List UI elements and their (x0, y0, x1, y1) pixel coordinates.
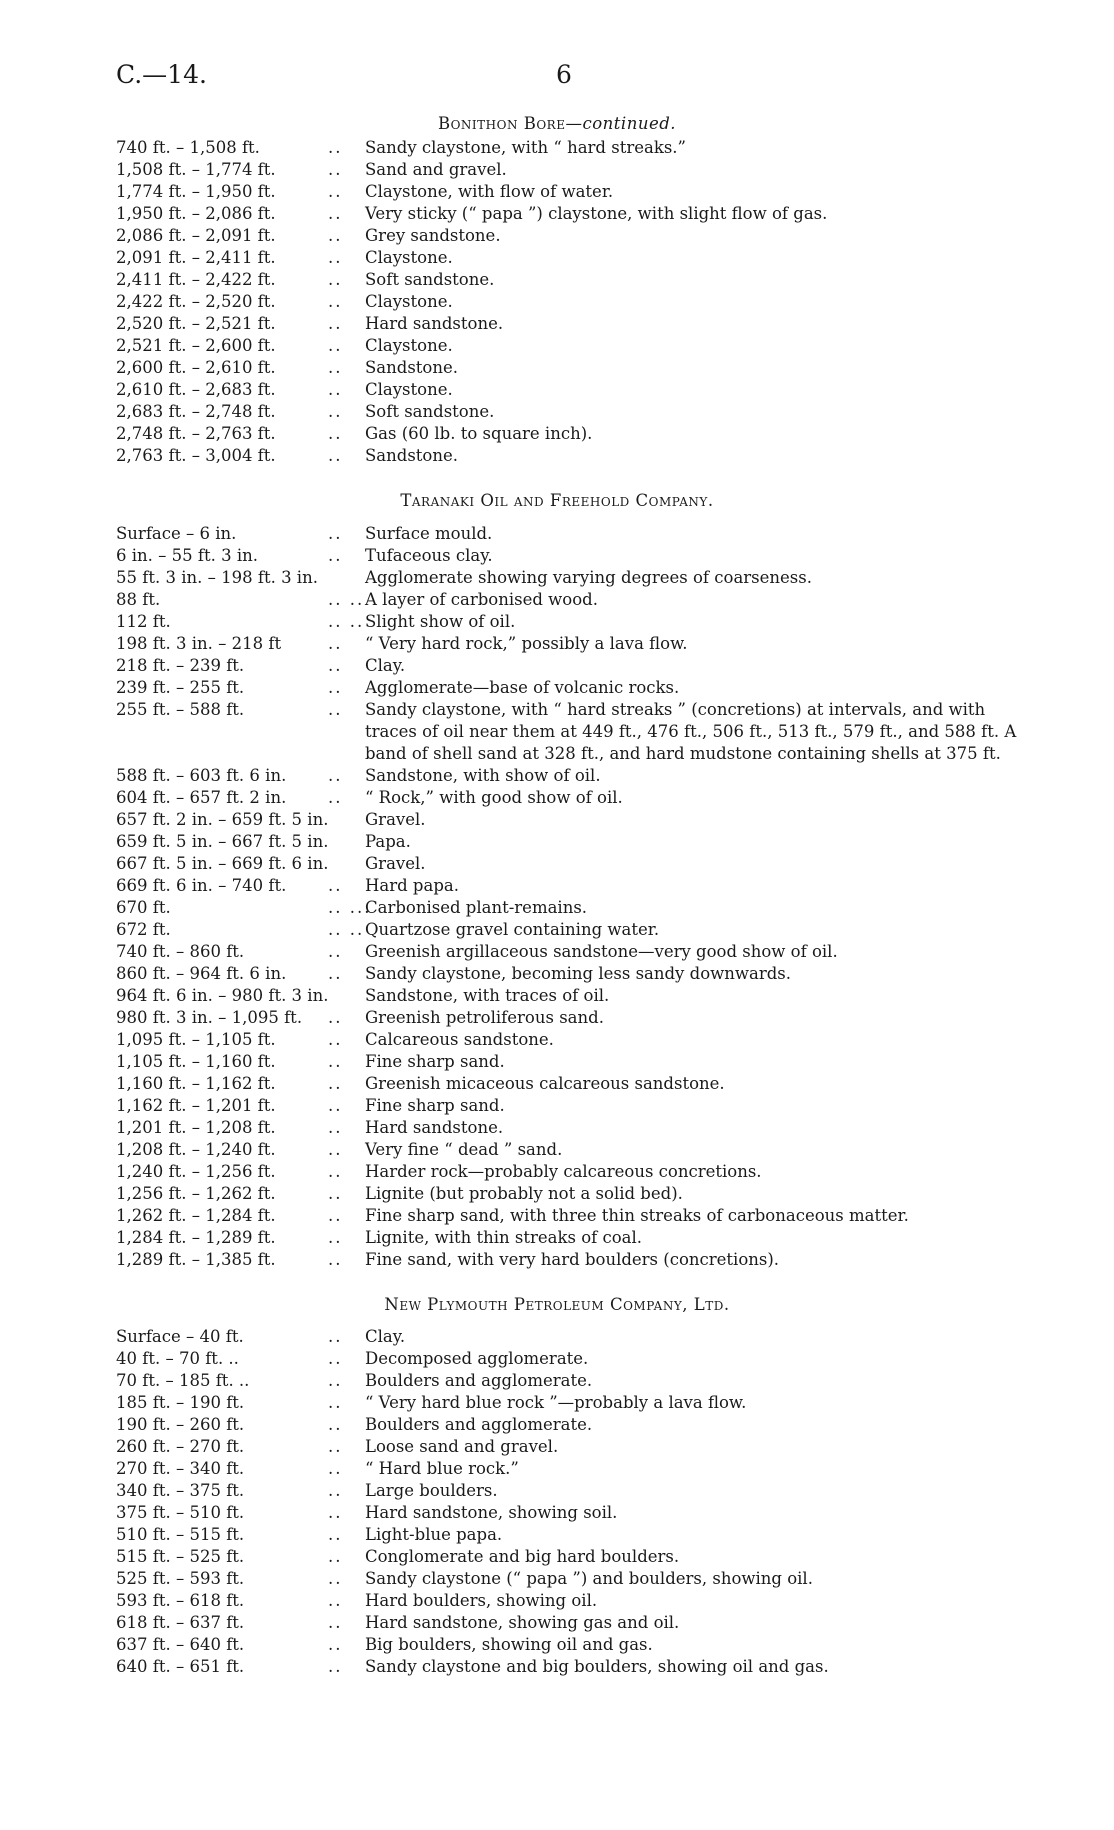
leader-dots: .. (328, 1184, 343, 1203)
table-row (0, 181, 1114, 203)
table-row (0, 1139, 1114, 1161)
table-row (0, 853, 1114, 875)
leader-dots: .. (328, 1349, 343, 1368)
leader-dots: .. (328, 1052, 343, 1071)
depth-range: 2,411 ft. – 2,422 ft. (116, 270, 276, 289)
leader-dots: .. (328, 1162, 343, 1181)
stratum-description: Greenish micaceous calcareous sandstone. (365, 1074, 725, 1093)
depth-range: 40 ft. – 70 ft. .. (116, 1349, 239, 1368)
table-row (0, 655, 1114, 677)
table-row (0, 1073, 1114, 1095)
leader-dots: .. ... (328, 898, 372, 917)
leader-dots: .. (328, 292, 343, 311)
stratum-description: Very sticky (“ papa ”) claystone, with slight flow of gas. (365, 204, 828, 223)
leader-dots: .. (328, 358, 343, 377)
leader-dots: .. (328, 160, 343, 179)
leader-dots: .. (328, 546, 343, 565)
stratum-description: Fine sand, with very hard boulders (concretions). (365, 1250, 780, 1269)
depth-range: 6 in. – 55 ft. 3 in. (116, 546, 258, 565)
stratum-description: Hard papa. (365, 876, 459, 895)
table-row (0, 159, 1114, 181)
depth-range: 185 ft. – 190 ft. (116, 1393, 245, 1412)
stratum-description: Hard sandstone, showing gas and oil. (365, 1613, 680, 1632)
stratum-description: Greenish argillaceous sandstone—very good show of oil. (365, 942, 838, 961)
depth-range: 2,086 ft. – 2,091 ft. (116, 226, 276, 245)
depth-range: 604 ft. – 657 ft. 2 in. (116, 788, 287, 807)
leader-dots: .. (328, 1008, 343, 1027)
stratum-description: Quartzose gravel containing water. (365, 920, 660, 939)
leader-dots: .. (328, 1459, 343, 1478)
stratum-description: “ Very hard rock,” possibly a lava flow. (365, 634, 688, 653)
stratum-description: Decomposed agglomerate. (365, 1349, 589, 1368)
leader-dots: .. (328, 1657, 343, 1676)
strata-table (0, 523, 1114, 1271)
table-row (0, 401, 1114, 423)
stratum-description: Fine sharp sand, with three thin streaks of carbonaceous matter. (365, 1206, 909, 1225)
table-row (0, 589, 1114, 611)
leader-dots: .. (328, 380, 343, 399)
table-row (0, 1436, 1114, 1458)
leader-dots: .. (328, 1613, 343, 1632)
stratum-description: Sandy claystone (“ papa ”) and boulders, showing oil. (365, 1569, 813, 1588)
depth-range: 2,521 ft. – 2,600 ft. (116, 336, 276, 355)
depth-range: 659 ft. 5 in. – 667 ft. 5 in. (116, 832, 329, 851)
table-row (0, 1183, 1114, 1205)
depth-range: 1,284 ft. – 1,289 ft. (116, 1228, 276, 1247)
table-row (0, 1370, 1114, 1392)
stratum-description: “ Rock,” with good show of oil. (365, 788, 623, 807)
section-title-text: Taranaki Oil and Freehold Company. (400, 491, 714, 510)
table-row (0, 1348, 1114, 1370)
depth-range: 2,610 ft. – 2,683 ft. (116, 380, 276, 399)
leader-dots: .. (328, 314, 343, 333)
depth-range: 1,201 ft. – 1,208 ft. (116, 1118, 276, 1137)
stratum-description: Claystone. (365, 336, 453, 355)
table-row (0, 335, 1114, 357)
stratum-description: Clay. (365, 1327, 406, 1346)
table-row (0, 203, 1114, 225)
table-row (0, 1634, 1114, 1656)
table-row (0, 423, 1114, 445)
stratum-description: Grey sandstone. (365, 226, 501, 245)
strata-table (0, 1326, 1114, 1678)
stratum-description: Sand and gravel. (365, 160, 507, 179)
table-row (0, 1205, 1114, 1227)
stratum-description: Claystone. (365, 248, 453, 267)
section-title (0, 114, 1114, 133)
leader-dots: .. (328, 226, 343, 245)
table-row (0, 567, 1114, 589)
leader-dots: .. (328, 424, 343, 443)
stratum-description: Sandy claystone and big boulders, showing oil and gas. (365, 1657, 829, 1676)
depth-range: 112 ft. (116, 612, 171, 631)
leader-dots: .. (328, 182, 343, 201)
stratum-description: Gravel. (365, 810, 426, 829)
page-number: 6 (556, 60, 572, 89)
stratum-description: Gravel. (365, 854, 426, 873)
stratum-description: Slight show of oil. (365, 612, 516, 631)
leader-dots: .. .. (328, 590, 365, 609)
table-row (0, 1029, 1114, 1051)
table-row (0, 1051, 1114, 1073)
stratum-description: Sandstone, with traces of oil. (365, 986, 610, 1005)
depth-range: 2,763 ft. – 3,004 ft. (116, 446, 276, 465)
depth-range: 740 ft. – 1,508 ft. (116, 138, 260, 157)
table-row (0, 611, 1114, 633)
depth-range: 637 ft. – 640 ft. (116, 1635, 245, 1654)
table-row (0, 313, 1114, 335)
stratum-description: “ Very hard blue rock ”—probably a lava flow. (365, 1393, 747, 1412)
stratum-description: Agglomerate—base of volcanic rocks. (365, 678, 680, 697)
table-row (0, 137, 1114, 159)
depth-range: 980 ft. 3 in. – 1,095 ft. (116, 1008, 303, 1027)
leader-dots: .. (328, 1327, 343, 1346)
table-row (0, 225, 1114, 247)
leader-dots: .. (328, 402, 343, 421)
table-row (0, 1546, 1114, 1568)
table-row (0, 633, 1114, 655)
depth-range: 1,256 ft. – 1,262 ft. (116, 1184, 276, 1203)
stratum-description: Light-blue papa. (365, 1525, 503, 1544)
stratum-description: Conglomerate and big hard boulders. (365, 1547, 680, 1566)
stratum-description: Very fine “ dead ” sand. (365, 1140, 563, 1159)
stratum-description: Hard sandstone, showing soil. (365, 1503, 618, 1522)
table-row (0, 1117, 1114, 1139)
depth-range: 375 ft. – 510 ft. (116, 1503, 245, 1522)
table-row (0, 677, 1114, 699)
table-row (0, 831, 1114, 853)
table-row (0, 809, 1114, 831)
leader-dots: .. (328, 1250, 343, 1269)
leader-dots: .. (328, 1503, 343, 1522)
leader-dots: .. (328, 942, 343, 961)
section-title (0, 491, 1114, 510)
leader-dots: .. (328, 1371, 343, 1390)
table-row (0, 269, 1114, 291)
table-row (0, 941, 1114, 963)
depth-range: 2,748 ft. – 2,763 ft. (116, 424, 276, 443)
depth-range: 70 ft. – 185 ft. .. (116, 1371, 250, 1390)
table-row (0, 291, 1114, 313)
leader-dots: .. (328, 1074, 343, 1093)
leader-dots: .. (328, 1118, 343, 1137)
depth-range: 740 ft. – 860 ft. (116, 942, 245, 961)
leader-dots: .. (328, 1481, 343, 1500)
leader-dots: .. (328, 1525, 343, 1544)
depth-range: 860 ft. – 964 ft. 6 in. (116, 964, 287, 983)
depth-range: 588 ft. – 603 ft. 6 in. (116, 766, 287, 785)
depth-range: 1,105 ft. – 1,160 ft. (116, 1052, 276, 1071)
depth-range: 2,520 ft. – 2,521 ft. (116, 314, 276, 333)
depth-range: 2,600 ft. – 2,610 ft. (116, 358, 276, 377)
leader-dots: .. .. (328, 920, 365, 939)
stratum-description: Claystone. (365, 292, 453, 311)
table-row (0, 787, 1114, 809)
table-row (0, 1568, 1114, 1590)
leader-dots: .. (328, 876, 343, 895)
stratum-description: Fine sharp sand. (365, 1096, 505, 1115)
depth-range: 2,683 ft. – 2,748 ft. (116, 402, 276, 421)
depth-range: 1,095 ft. – 1,105 ft. (116, 1030, 276, 1049)
depth-range: 669 ft. 6 in. – 740 ft. (116, 876, 287, 895)
stratum-description: Soft sandstone. (365, 402, 495, 421)
depth-range: 1,289 ft. – 1,385 ft. (116, 1250, 276, 1269)
stratum-description: Calcareous sandstone. (365, 1030, 554, 1049)
stratum-description: Lignite (but probably not a solid bed). (365, 1184, 683, 1203)
stratum-description: A layer of carbonised wood. (365, 590, 598, 609)
stratum-description: Lignite, with thin streaks of coal. (365, 1228, 643, 1247)
table-row (0, 1480, 1114, 1502)
leader-dots: .. (328, 964, 343, 983)
depth-range: 1,508 ft. – 1,774 ft. (116, 160, 276, 179)
table-row (0, 1656, 1114, 1678)
leader-dots: .. (328, 1635, 343, 1654)
depth-range: 260 ft. – 270 ft. (116, 1437, 245, 1456)
page-header (116, 60, 1016, 100)
stratum-description: Sandy claystone, becoming less sandy downwards. (365, 964, 791, 983)
stratum-description: Loose sand and gravel. (365, 1437, 559, 1456)
stratum-description: Fine sharp sand. (365, 1052, 505, 1071)
table-row (0, 875, 1114, 897)
table-row (0, 699, 1114, 765)
section-title-text: Bonithon Bore (437, 114, 566, 133)
stratum-description: Sandy claystone, with “ hard streaks.” (365, 138, 686, 157)
depth-range: 1,774 ft. – 1,950 ft. (116, 182, 276, 201)
stratum-description: Claystone. (365, 380, 453, 399)
depth-range: 670 ft. (116, 898, 171, 917)
leader-dots: .. (328, 1228, 343, 1247)
stratum-description: “ Hard blue rock.” (365, 1459, 519, 1478)
depth-range: 255 ft. – 588 ft. (116, 700, 245, 719)
leader-dots: .. (328, 1140, 343, 1159)
leader-dots: .. (328, 446, 343, 465)
stratum-description: Tufaceous clay. (365, 546, 493, 565)
leader-dots: .. (328, 336, 343, 355)
leader-dots: .. (328, 1393, 343, 1412)
leader-dots: .. (328, 678, 343, 697)
table-row (0, 1414, 1114, 1436)
depth-range: 618 ft. – 637 ft. (116, 1613, 245, 1632)
table-row (0, 765, 1114, 787)
section-title-text: New Plymouth Petroleum Company, Ltd. (384, 1295, 730, 1314)
depth-range: 593 ft. – 618 ft. (116, 1591, 245, 1610)
stratum-description: Boulders and agglomerate. (365, 1371, 593, 1390)
table-row (0, 445, 1114, 467)
leader-dots: .. (328, 1547, 343, 1566)
table-row (0, 379, 1114, 401)
depth-range: 1,162 ft. – 1,201 ft. (116, 1096, 276, 1115)
depth-range: 667 ft. 5 in. – 669 ft. 6 in. (116, 854, 329, 873)
table-row (0, 1612, 1114, 1634)
leader-dots: .. (328, 1591, 343, 1610)
table-row (0, 1524, 1114, 1546)
table-row (0, 545, 1114, 567)
table-row (0, 897, 1114, 919)
stratum-description: Surface mould. (365, 524, 493, 543)
stratum-description: Soft sandstone. (365, 270, 495, 289)
leader-dots: .. (328, 656, 343, 675)
depth-range: 2,091 ft. – 2,411 ft. (116, 248, 276, 267)
stratum-description: Harder rock—probably calcareous concretions. (365, 1162, 762, 1181)
table-row (0, 1249, 1114, 1271)
stratum-description: Clay. (365, 656, 406, 675)
leader-dots: .. (328, 1096, 343, 1115)
depth-range: 239 ft. – 255 ft. (116, 678, 245, 697)
leader-dots: .. (328, 1030, 343, 1049)
stratum-description: Hard sandstone. (365, 314, 504, 333)
section-title (0, 1295, 1114, 1314)
depth-range: 198 ft. 3 in. – 218 ft (116, 634, 282, 653)
stratum-description: Papa. (365, 832, 411, 851)
depth-range: 640 ft. – 651 ft. (116, 1657, 245, 1676)
table-row (0, 1007, 1114, 1029)
stratum-description: Agglomerate showing varying degrees of coarseness. (365, 568, 812, 587)
leader-dots: .. (328, 204, 343, 223)
table-row (0, 247, 1114, 269)
table-row (0, 1502, 1114, 1524)
table-row (0, 1095, 1114, 1117)
table-row (0, 1326, 1114, 1348)
leader-dots: .. (328, 1569, 343, 1588)
stratum-description: Big boulders, showing oil and gas. (365, 1635, 653, 1654)
depth-range: 340 ft. – 375 ft. (116, 1481, 245, 1500)
strata-table (0, 137, 1114, 467)
leader-dots: .. (328, 1206, 343, 1225)
depth-range: Surface – 40 ft. (116, 1327, 244, 1346)
stratum-description: Hard boulders, showing oil. (365, 1591, 598, 1610)
leader-dots: .. (328, 1437, 343, 1456)
depth-range: 88 ft. (116, 590, 161, 609)
table-row (0, 919, 1114, 941)
leader-dots: .. (328, 138, 343, 157)
depth-range: 1,208 ft. – 1,240 ft. (116, 1140, 276, 1159)
depth-range: 1,160 ft. – 1,162 ft. (116, 1074, 276, 1093)
depth-range: 510 ft. – 515 ft. (116, 1525, 245, 1544)
table-row (0, 1161, 1114, 1183)
depth-range: 1,950 ft. – 2,086 ft. (116, 204, 276, 223)
depth-range: 55 ft. 3 in. – 198 ft. 3 in. (116, 568, 318, 587)
table-row (0, 1458, 1114, 1480)
table-row (0, 523, 1114, 545)
leader-dots: .. (328, 1415, 343, 1434)
table-row (0, 1392, 1114, 1414)
depth-range: 964 ft. 6 in. – 980 ft. 3 in. (116, 986, 329, 1005)
leader-dots: .. (328, 700, 343, 719)
leader-dots: .. (328, 270, 343, 289)
table-row (0, 1590, 1114, 1612)
leader-dots: .. (328, 524, 343, 543)
depth-range: 657 ft. 2 in. – 659 ft. 5 in. (116, 810, 329, 829)
stratum-description: Sandy claystone, with “ hard streaks ” (concretions) at intervals, and with traces of oil near them at 449 ft., 476 ft., 506 ft., 513 ft., 579 ft., and 588 ft. A band of shell sand at 328 ft., and hard mudstone containing shells at 375 ft. (365, 700, 1017, 763)
table-row (0, 357, 1114, 379)
table-row (0, 985, 1114, 1007)
depth-range: 2,422 ft. – 2,520 ft. (116, 292, 276, 311)
leader-dots: .. (328, 634, 343, 653)
stratum-description: Sandstone, with show of oil. (365, 766, 601, 785)
section-title-suffix: —continued. (565, 114, 677, 133)
stratum-description: Hard sandstone. (365, 1118, 504, 1137)
depth-range: 218 ft. – 239 ft. (116, 656, 245, 675)
stratum-description: Sandstone. (365, 358, 458, 377)
depth-range: 525 ft. – 593 ft. (116, 1569, 245, 1588)
depth-range: 190 ft. – 260 ft. (116, 1415, 245, 1434)
stratum-description: Large boulders. (365, 1481, 498, 1500)
stratum-description: Greenish petroliferous sand. (365, 1008, 604, 1027)
leader-dots: .. .. (328, 612, 365, 631)
stratum-description: Boulders and agglomerate. (365, 1415, 593, 1434)
leader-dots: .. (328, 248, 343, 267)
stratum-description: Claystone, with flow of water. (365, 182, 614, 201)
document-reference: C.—14. (116, 60, 207, 89)
table-row (0, 1227, 1114, 1249)
stratum-description: Carbonised plant-remains. (365, 898, 588, 917)
depth-range: 672 ft. (116, 920, 171, 939)
depth-range: 270 ft. – 340 ft. (116, 1459, 245, 1478)
depth-range: 1,240 ft. – 1,256 ft. (116, 1162, 276, 1181)
leader-dots: .. (328, 766, 343, 785)
table-row (0, 963, 1114, 985)
stratum-description: Sandstone. (365, 446, 458, 465)
depth-range: 515 ft. – 525 ft. (116, 1547, 245, 1566)
stratum-description: Gas (60 lb. to square inch). (365, 424, 593, 443)
depth-range: 1,262 ft. – 1,284 ft. (116, 1206, 276, 1225)
leader-dots: .. (328, 788, 343, 807)
depth-range: Surface – 6 in. (116, 524, 237, 543)
